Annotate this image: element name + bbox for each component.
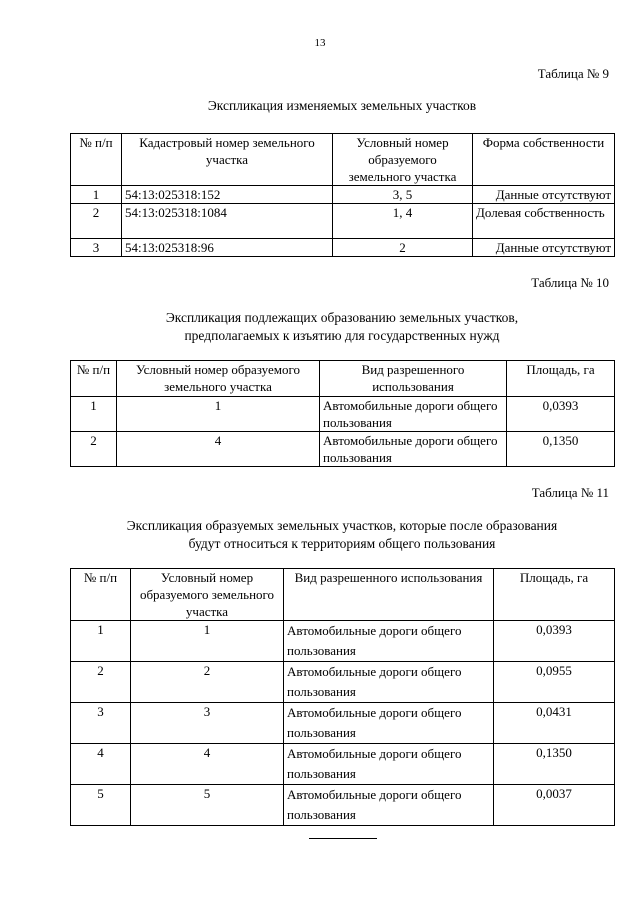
- table-10-header-num: № п/п: [71, 361, 117, 397]
- cell-conditional: 2: [131, 662, 284, 703]
- table-row: [71, 703, 615, 744]
- cell-use: Автомобильные дороги общего пользования: [320, 432, 507, 467]
- cell-use: Автомобильные дороги общего пользования: [284, 662, 494, 703]
- cell-conditional: 4: [117, 432, 320, 467]
- table-11-header-num: № п/п: [71, 569, 131, 621]
- cell-area: 0,1350: [494, 744, 615, 785]
- table-10-label: Таблица № 10: [531, 275, 609, 290]
- table-row: [71, 662, 615, 703]
- table-row: [71, 621, 615, 662]
- cell-num: 2: [71, 204, 122, 239]
- cell-num: 4: [71, 744, 131, 785]
- cell-area: 0,0393: [507, 397, 615, 432]
- table-row: [71, 785, 615, 826]
- table-row: [71, 397, 615, 432]
- table-11-caption: [70, 517, 614, 553]
- cell-num: 3: [71, 239, 122, 257]
- table-10: [70, 360, 615, 467]
- table-row: [71, 239, 615, 257]
- cell-conditional: 4: [131, 744, 284, 785]
- cell-ownership: Долевая собственность: [473, 204, 615, 239]
- cell-cadastral: 54:13:025318:152: [122, 186, 333, 204]
- cell-ownership: Данные отсутствуют: [473, 186, 615, 204]
- cell-num: 1: [71, 397, 117, 432]
- cell-num: 1: [71, 621, 131, 662]
- cell-conditional: 5: [131, 785, 284, 826]
- table-10-caption-line-1: Экспликация подлежащих образованию земельных участков,: [165, 310, 519, 325]
- table-11: [70, 568, 615, 826]
- table-row: [71, 744, 615, 785]
- table-9: [70, 133, 615, 257]
- table-10-header-use: Вид разрешенного использования: [320, 361, 507, 397]
- table-row: [71, 204, 615, 239]
- cell-num: 3: [71, 703, 131, 744]
- cell-area: 0,0037: [494, 785, 615, 826]
- cell-area: 0,1350: [507, 432, 615, 467]
- table-9-header-row: [71, 134, 615, 186]
- table-11-header-row: [71, 569, 615, 621]
- cell-area: 0,0955: [494, 662, 615, 703]
- cell-num: 2: [71, 662, 131, 703]
- table-10-header-area: Площадь, га: [507, 361, 615, 397]
- end-divider: [309, 838, 377, 839]
- table-11-header-area: Площадь, га: [494, 569, 615, 621]
- table-9-header-cadastral: Кадастровый номер земельного участка: [122, 134, 333, 186]
- cell-conditional: 1, 4: [333, 204, 473, 239]
- table-row: [71, 186, 615, 204]
- cell-use: Автомобильные дороги общего пользования: [284, 744, 494, 785]
- cell-area: 0,0393: [494, 621, 615, 662]
- table-9-header-conditional: Условный номер образуемого земельного участка: [333, 134, 473, 186]
- cell-conditional: 3: [131, 703, 284, 744]
- table-10-caption-line-2: предполагаемых к изъятию для государственных нужд: [184, 328, 500, 343]
- table-11-header-conditional: Условный номер образуемого земельного участка: [131, 569, 284, 621]
- cell-conditional: 1: [131, 621, 284, 662]
- table-9-label: Таблица № 9: [537, 66, 609, 81]
- table-9-header-ownership: Форма собственности: [473, 134, 615, 186]
- cell-num: 5: [71, 785, 131, 826]
- cell-num: 1: [71, 186, 122, 204]
- table-11-caption-line-1: Экспликация образуемых земельных участков, которые после образования: [126, 518, 558, 533]
- cell-use: Автомобильные дороги общего пользования: [284, 785, 494, 826]
- cell-conditional: 3, 5: [333, 186, 473, 204]
- table-10-header-row: [71, 361, 615, 397]
- table-11-caption-line-2: будут относиться к территориям общего пользования: [188, 536, 496, 551]
- page-number: 13: [314, 37, 326, 49]
- table-10-caption: [70, 309, 614, 345]
- table-9-header-num: № п/п: [71, 134, 122, 186]
- table-row: [71, 432, 615, 467]
- cell-conditional: 2: [333, 239, 473, 257]
- cell-use: Автомобильные дороги общего пользования: [284, 703, 494, 744]
- table-11-header-use: Вид разрешенного использования: [284, 569, 494, 621]
- cell-num: 2: [71, 432, 117, 467]
- cell-cadastral: 54:13:025318:96: [122, 239, 333, 257]
- table-9-caption: Экспликация изменяемых земельных участков: [207, 98, 477, 113]
- cell-ownership: Данные отсутствуют: [473, 239, 615, 257]
- cell-use: Автомобильные дороги общего пользования: [320, 397, 507, 432]
- cell-conditional: 1: [117, 397, 320, 432]
- cell-cadastral: 54:13:025318:1084: [122, 204, 333, 239]
- cell-area: 0,0431: [494, 703, 615, 744]
- table-11-label: Таблица № 11: [531, 485, 609, 500]
- table-10-header-conditional: Условный номер образуемого земельного участка: [117, 361, 320, 397]
- cell-use: Автомобильные дороги общего пользования: [284, 621, 494, 662]
